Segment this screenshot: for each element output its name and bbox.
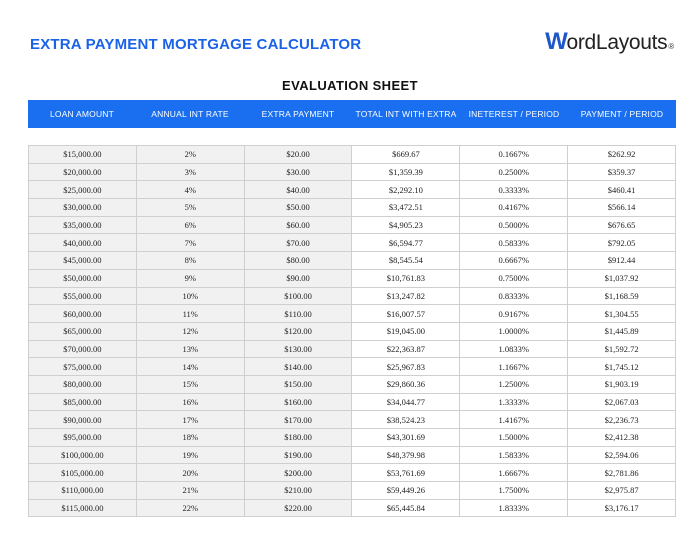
table-cell: 0.5000% (460, 216, 568, 234)
table-cell: $38,524.23 (352, 411, 460, 429)
table-row (29, 252, 676, 270)
table-cell: $65,445.84 (352, 499, 460, 517)
table-row (29, 375, 676, 393)
table-row (29, 269, 676, 287)
table-cell: $53,761.69 (352, 464, 460, 482)
column-header: ANNUAL INT RATE (151, 109, 229, 119)
table-cell: $150.00 (244, 375, 352, 393)
table-cell: $90,000.00 (29, 411, 137, 429)
table-cell: 5% (136, 199, 244, 217)
table-cell: $105,000.00 (29, 464, 137, 482)
table-cell: $20.00 (244, 146, 352, 164)
table-row (29, 322, 676, 340)
table-cell: $3,176.17 (568, 499, 676, 517)
table-cell: 1.4167% (460, 411, 568, 429)
table-cell: 18% (136, 429, 244, 447)
table-cell: 12% (136, 322, 244, 340)
table-cell: $115,000.00 (29, 499, 137, 517)
table-cell: 1.5833% (460, 446, 568, 464)
page-title: EXTRA PAYMENT MORTGAGE CALCULATOR (30, 36, 362, 53)
table-cell: 4% (136, 181, 244, 199)
logo-registered-mark: ® (668, 42, 674, 51)
table-cell: 9% (136, 269, 244, 287)
table-cell: 15% (136, 375, 244, 393)
table-cell: 0.4167% (460, 199, 568, 217)
table-row (29, 305, 676, 323)
table-row (29, 464, 676, 482)
table-cell: $30.00 (244, 163, 352, 181)
table-cell: $20,000.00 (29, 163, 137, 181)
table-cell: $676.65 (568, 216, 676, 234)
table-cell: 1.7500% (460, 482, 568, 500)
table-cell: 1.0833% (460, 340, 568, 358)
table-cell: $25,000.00 (29, 181, 137, 199)
table-cell: $95,000.00 (29, 429, 137, 447)
table-row (29, 234, 676, 252)
table-cell: $35,000.00 (29, 216, 137, 234)
table-row (29, 393, 676, 411)
table-cell: $2,292.10 (352, 181, 460, 199)
table-cell: $15,000.00 (29, 146, 137, 164)
table-cell: $100,000.00 (29, 446, 137, 464)
table-cell: 16% (136, 393, 244, 411)
table-cell: $80.00 (244, 252, 352, 270)
table-cell: $50.00 (244, 199, 352, 217)
table-cell: 1.2500% (460, 375, 568, 393)
table-cell: $85,000.00 (29, 393, 137, 411)
table-cell: $200.00 (244, 464, 352, 482)
table-cell: 0.1667% (460, 146, 568, 164)
table-cell: $50,000.00 (29, 269, 137, 287)
table-cell: $140.00 (244, 358, 352, 376)
table-cell: $34,044.77 (352, 393, 460, 411)
table-row (29, 482, 676, 500)
table-cell: 0.9167% (460, 305, 568, 323)
table-cell: $110.00 (244, 305, 352, 323)
table-cell: $2,236.73 (568, 411, 676, 429)
table-cell: $59,449.26 (352, 482, 460, 500)
table-cell: 8% (136, 252, 244, 270)
table-cell: $16,007.57 (352, 305, 460, 323)
table-cell: $3,472.51 (352, 199, 460, 217)
table-cell: $48,379.98 (352, 446, 460, 464)
table-cell: $1,304.55 (568, 305, 676, 323)
table-cell: $1,745.12 (568, 358, 676, 376)
table-cell: 0.2500% (460, 163, 568, 181)
logo-initial: W (545, 28, 568, 55)
table-row (29, 499, 676, 517)
table-cell: $170.00 (244, 411, 352, 429)
table-cell: $220.00 (244, 499, 352, 517)
table-row (29, 181, 676, 199)
table-cell: 11% (136, 305, 244, 323)
evaluation-table (28, 145, 676, 517)
table-cell: 17% (136, 411, 244, 429)
table-cell: $1,903.19 (568, 375, 676, 393)
table-row (29, 216, 676, 234)
table-cell: $2,067.03 (568, 393, 676, 411)
table-cell: $60,000.00 (29, 305, 137, 323)
table-cell: $70.00 (244, 234, 352, 252)
table-cell: $359.37 (568, 163, 676, 181)
table-cell: 6% (136, 216, 244, 234)
table-cell: $65,000.00 (29, 322, 137, 340)
table-cell: $22,363.87 (352, 340, 460, 358)
table-cell: 1.5000% (460, 429, 568, 447)
table-row (29, 429, 676, 447)
table-cell: $160.00 (244, 393, 352, 411)
logo-text: ordLayouts (566, 31, 668, 54)
column-header: TOTAL INT WITH EXTRA (355, 109, 457, 119)
table-cell: $29,860.36 (352, 375, 460, 393)
table-cell: $180.00 (244, 429, 352, 447)
column-header: INETEREST / PERIOD (468, 109, 560, 119)
table-cell: $1,168.59 (568, 287, 676, 305)
table-row (29, 340, 676, 358)
table-cell: $75,000.00 (29, 358, 137, 376)
table-cell: $1,037.92 (568, 269, 676, 287)
table-row (29, 146, 676, 164)
table-cell: $30,000.00 (29, 199, 137, 217)
table-cell: $4,905.23 (352, 216, 460, 234)
table-cell: $2,975.87 (568, 482, 676, 500)
table-cell: $45,000.00 (29, 252, 137, 270)
table-row (29, 411, 676, 429)
table-cell: $130.00 (244, 340, 352, 358)
table-cell: 0.3333% (460, 181, 568, 199)
table-row (29, 163, 676, 181)
table-cell: $100.00 (244, 287, 352, 305)
table-cell: 2% (136, 146, 244, 164)
table-cell: 1.3333% (460, 393, 568, 411)
table-row (29, 446, 676, 464)
table-row (29, 287, 676, 305)
table-cell: $70,000.00 (29, 340, 137, 358)
table-cell: $566.14 (568, 199, 676, 217)
table-cell: $912.44 (568, 252, 676, 270)
table-row (29, 358, 676, 376)
table-cell: $13,247.82 (352, 287, 460, 305)
table-cell: $460.41 (568, 181, 676, 199)
table-cell: 0.8333% (460, 287, 568, 305)
table-cell: $2,412.38 (568, 429, 676, 447)
table-body (29, 146, 676, 517)
table-cell: 0.6667% (460, 252, 568, 270)
table-cell: $40,000.00 (29, 234, 137, 252)
column-header-bar (28, 100, 676, 128)
table-cell: 10% (136, 287, 244, 305)
table-cell: $1,445.89 (568, 322, 676, 340)
table-cell: 21% (136, 482, 244, 500)
table-cell: $262.92 (568, 146, 676, 164)
table-cell: $8,545.54 (352, 252, 460, 270)
table-cell: $669.67 (352, 146, 460, 164)
table-row (29, 199, 676, 217)
table-cell: $190.00 (244, 446, 352, 464)
table-cell: $60.00 (244, 216, 352, 234)
column-header: LOAN AMOUNT (49, 109, 115, 119)
table-cell: $80,000.00 (29, 375, 137, 393)
table-cell: $6,594.77 (352, 234, 460, 252)
table-cell: 3% (136, 163, 244, 181)
table-cell: $110,000.00 (29, 482, 137, 500)
table-cell: $792.05 (568, 234, 676, 252)
table-cell: 1.0000% (460, 322, 568, 340)
table-cell: $25,967.83 (352, 358, 460, 376)
table-cell: 20% (136, 464, 244, 482)
table-cell: $19,045.00 (352, 322, 460, 340)
table-cell: $1,592.72 (568, 340, 676, 358)
table-cell: $2,594.06 (568, 446, 676, 464)
sheet-title: EVALUATION SHEET (282, 78, 418, 93)
table-cell: $90.00 (244, 269, 352, 287)
table-cell: $120.00 (244, 322, 352, 340)
table-cell: $40.00 (244, 181, 352, 199)
table-cell: $55,000.00 (29, 287, 137, 305)
column-header: EXTRA PAYMENT (261, 109, 335, 119)
table-cell: 1.1667% (460, 358, 568, 376)
wordlayouts-logo (545, 28, 674, 56)
column-header: PAYMENT / PERIOD (580, 109, 664, 119)
table-cell: 1.6667% (460, 464, 568, 482)
table-cell: $10,761.83 (352, 269, 460, 287)
table-cell: 7% (136, 234, 244, 252)
table-cell: 1.8333% (460, 499, 568, 517)
table-cell: $1,359.39 (352, 163, 460, 181)
table-cell: $43,301.69 (352, 429, 460, 447)
table-cell: 0.5833% (460, 234, 568, 252)
table-cell: $2,781.86 (568, 464, 676, 482)
table-cell: 14% (136, 358, 244, 376)
table-cell: 19% (136, 446, 244, 464)
table-cell: 22% (136, 499, 244, 517)
table-cell: 0.7500% (460, 269, 568, 287)
table-cell: 13% (136, 340, 244, 358)
table-cell: $210.00 (244, 482, 352, 500)
